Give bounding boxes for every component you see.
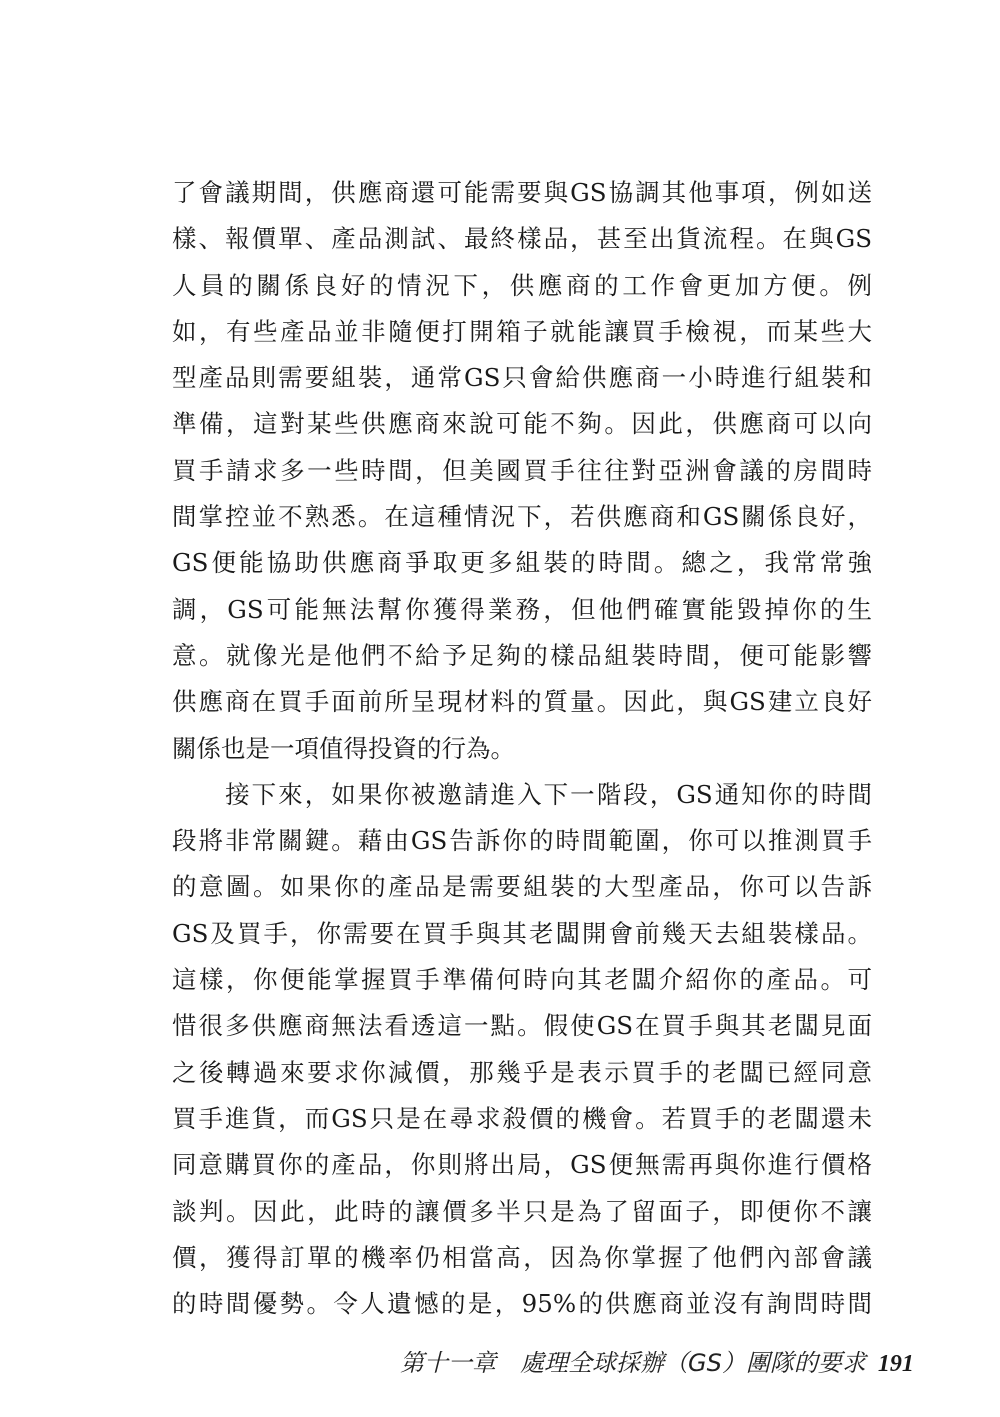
text-line: 買手請求多一些時間，但美國買手往往對亞洲會議的房間時 [172, 455, 872, 485]
text-line: 了會議期間，供應商還可能需要與GS協調其他事項，例如送 [172, 178, 872, 207]
text-line: 同意購買你的產品，你則將出局，GS便無需再與你進行價格 [172, 1150, 872, 1180]
page-number: 191 [877, 1351, 914, 1377]
text-line: 如，有些產品並非隨便打開箱子就能讓買手檢視，而某些大 [172, 316, 872, 346]
body-text [172, 170, 872, 1327]
text-line: 準備，這對某些供應商來說可能不夠。因此，供應商可以向 [172, 409, 872, 439]
text-line: 型產品則需要組裝，通常GS只會給供應商一小時進行組裝和 [172, 363, 872, 393]
text-line: 之後轉過來要求你減價，那幾乎是表示買手的老闆已經同意 [172, 1057, 872, 1087]
text-line: 談判。因此，此時的讓價多半只是為了留面子，即便你不讓 [172, 1196, 872, 1226]
text-line: 間掌控並不熟悉。在這種情況下，若供應商和GS關係良好， [172, 502, 872, 532]
paragraph-end-line: 關係也是一項值得投資的行為。 [172, 733, 515, 763]
text-line: 意。就像光是他們不給予足夠的樣品組裝時間，便可能影響 [172, 640, 872, 670]
text-line: 調，GS可能無法幫你獲得業務，但他們確實能毀掉你的生 [172, 594, 872, 624]
text-line: 樣、報價單、產品測試、最終樣品，甚至出貨流程。在與GS [172, 224, 872, 254]
text-line: 的時間優勢。令人遺憾的是，95%的供應商並沒有詢問時間 [172, 1289, 872, 1319]
text-line: 惜很多供應商無法看透這一點。假使GS在買手與其老闆見面 [172, 1011, 872, 1041]
running-chapter-title: 第十一章 處理全球採辦（GS）團隊的要求 [400, 1349, 866, 1377]
text-line: 供應商在買手面前所呈現材料的質量。因此，與GS建立良好 [172, 687, 872, 717]
text-line: 段將非常關鍵。藉由GS告訴你的時間範圍，你可以推測買手 [172, 826, 872, 856]
text-line: GS便能協助供應商爭取更多組裝的時間。總之，我常常強 [172, 548, 872, 578]
text-line: 價，獲得訂單的機率仍相當高，因為你掌握了他們內部會議 [172, 1242, 872, 1272]
text-line: GS及買手，你需要在買手與其老闆開會前幾天去組裝樣品。 [172, 918, 872, 948]
text-line: 的意圖。如果你的產品是需要組裝的大型產品，你可以告訴 [172, 872, 872, 902]
text-line: 人員的關係良好的情況下，供應商的工作會更加方便。例 [172, 270, 872, 300]
page-footer [400, 1343, 914, 1383]
text-line: 這樣，你便能掌握買手準備何時向其老闆介紹你的產品。可 [172, 965, 872, 995]
text-line: 買手進貨，而GS只是在尋求殺價的機會。若買手的老闆還未 [172, 1103, 872, 1133]
paragraph-start-line: 接下來，如果你被邀請進入下一階段，GS通知你的時間 [172, 779, 872, 809]
